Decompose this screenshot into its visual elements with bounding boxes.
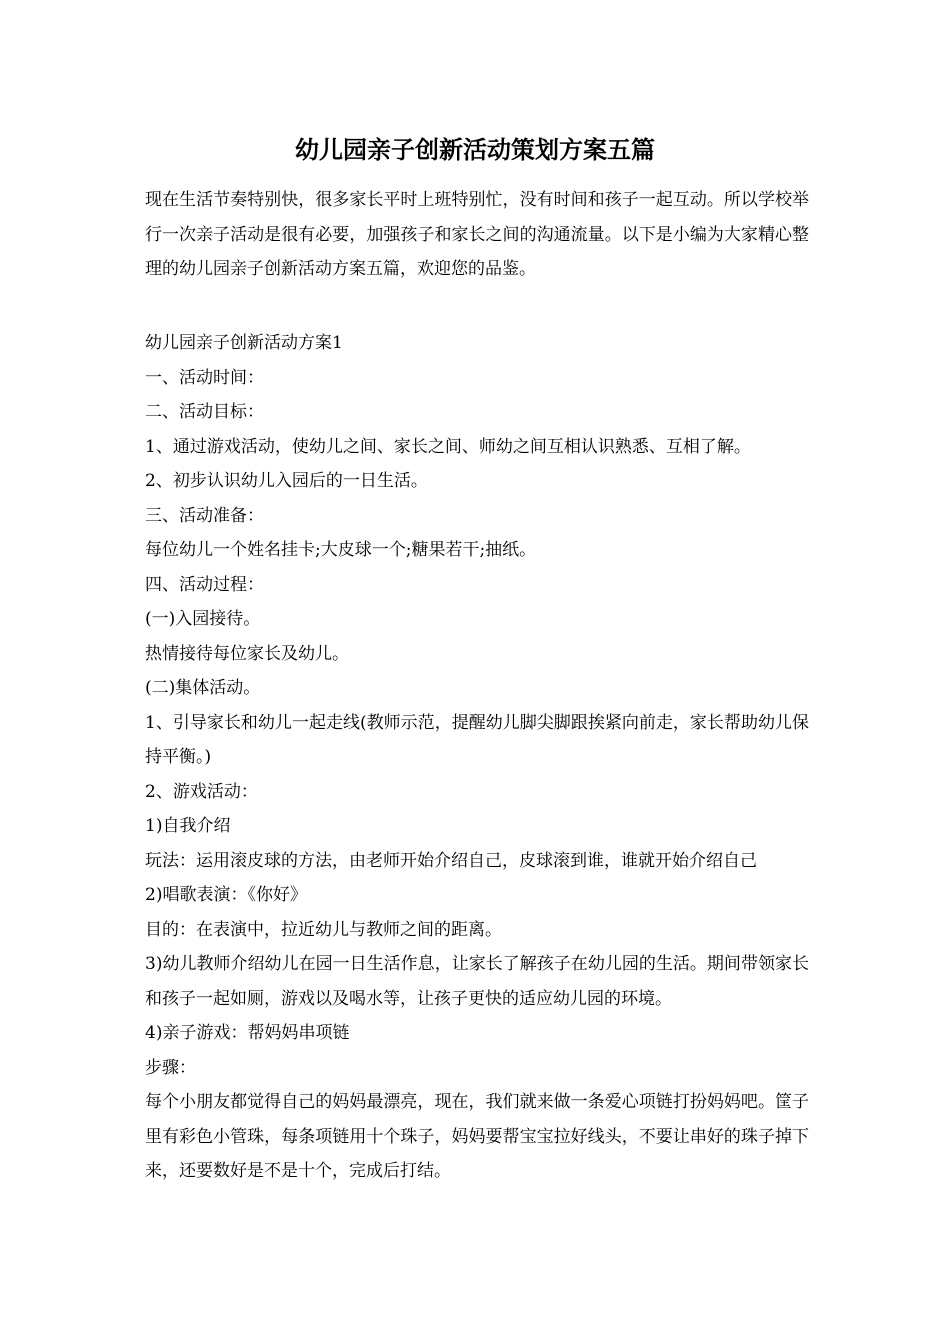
heading-activity-preparation: 三、活动准备： xyxy=(145,505,264,526)
section-heading: 幼儿园亲子创新活动方案1 xyxy=(145,333,343,353)
reception-text: 热情接待每位家长及幼儿。 xyxy=(145,643,349,664)
heading-activity-process: 四、活动过程： xyxy=(145,574,264,595)
heading-activity-goals: 二、活动目标： xyxy=(145,402,264,422)
daily-routine-text: 3)幼儿教师介绍幼儿在园一日生活作息，让家长了解孩子在幼儿园的生活。期间带领家长和孩子一起如厕，游戏以及喝水等，让孩子更快的适应幼儿园的环境。 xyxy=(145,954,809,1009)
steps-text: 每个小朋友都觉得自己的妈妈最漂亮，现在，我们就来做一条爱心项链打扮妈妈吧。筐子里有彩色小管珠，每条项链用十个珠子，妈妈要帮宝宝拉好线头，不要让串好的珠子掉下来，还要数好是不是十个，完成后打结。 xyxy=(145,1092,809,1181)
preparation-text: 每位幼儿一个姓名挂卡;大皮球一个;糖果若干;抽纸。 xyxy=(145,540,537,560)
intro-paragraph: 现在生活节奏特别快，很多家长平时上班特别忙，没有时间和孩子一起互动。所以学校举行一次亲子活动是很有必要，加强孩子和家长之间的沟通流量。以下是小编为大家精心整理的幼儿园亲子创新活动方案五篇，欢迎您的品鉴。 xyxy=(145,190,809,279)
goal-item-2: 2、初步认识幼儿入园后的一日生活。 xyxy=(145,471,428,491)
document-title: 幼儿园亲子创新活动策划方案五篇 xyxy=(295,135,655,164)
goal-item-1: 1、通过游戏活动，使幼儿之间、家长之间、师幼之间互相认识熟悉、互相了解。 xyxy=(145,436,751,457)
game-song: 2)唱歌表演：《你好》 xyxy=(145,885,307,905)
group-activity-item-1: 1、引导家长和幼儿一起走线(教师示范，提醒幼儿脚尖脚跟挨紧向前走，家长帮助幼儿保持平衡。) xyxy=(145,712,809,767)
game-self-intro: 1)自我介绍 xyxy=(145,816,231,836)
process-step-group-activity: (二)集体活动。 xyxy=(145,678,261,698)
process-step-reception: (一)入园接待。 xyxy=(145,609,261,629)
heading-activity-time: 一、活动时间： xyxy=(145,367,264,388)
steps-heading: 步骤： xyxy=(145,1057,196,1078)
group-activity-item-2: 2、游戏活动： xyxy=(145,781,258,802)
game-self-intro-rules: 玩法：运用滚皮球的方法，由老师开始介绍自己，皮球滚到谁，谁就开始介绍自己 xyxy=(145,850,757,871)
document-body xyxy=(145,326,809,1189)
game-song-purpose: 目的：在表演中，拉近幼儿与教师之间的距离。 xyxy=(145,919,502,940)
game-necklace: 4)亲子游戏：帮妈妈串项链 xyxy=(145,1023,350,1043)
